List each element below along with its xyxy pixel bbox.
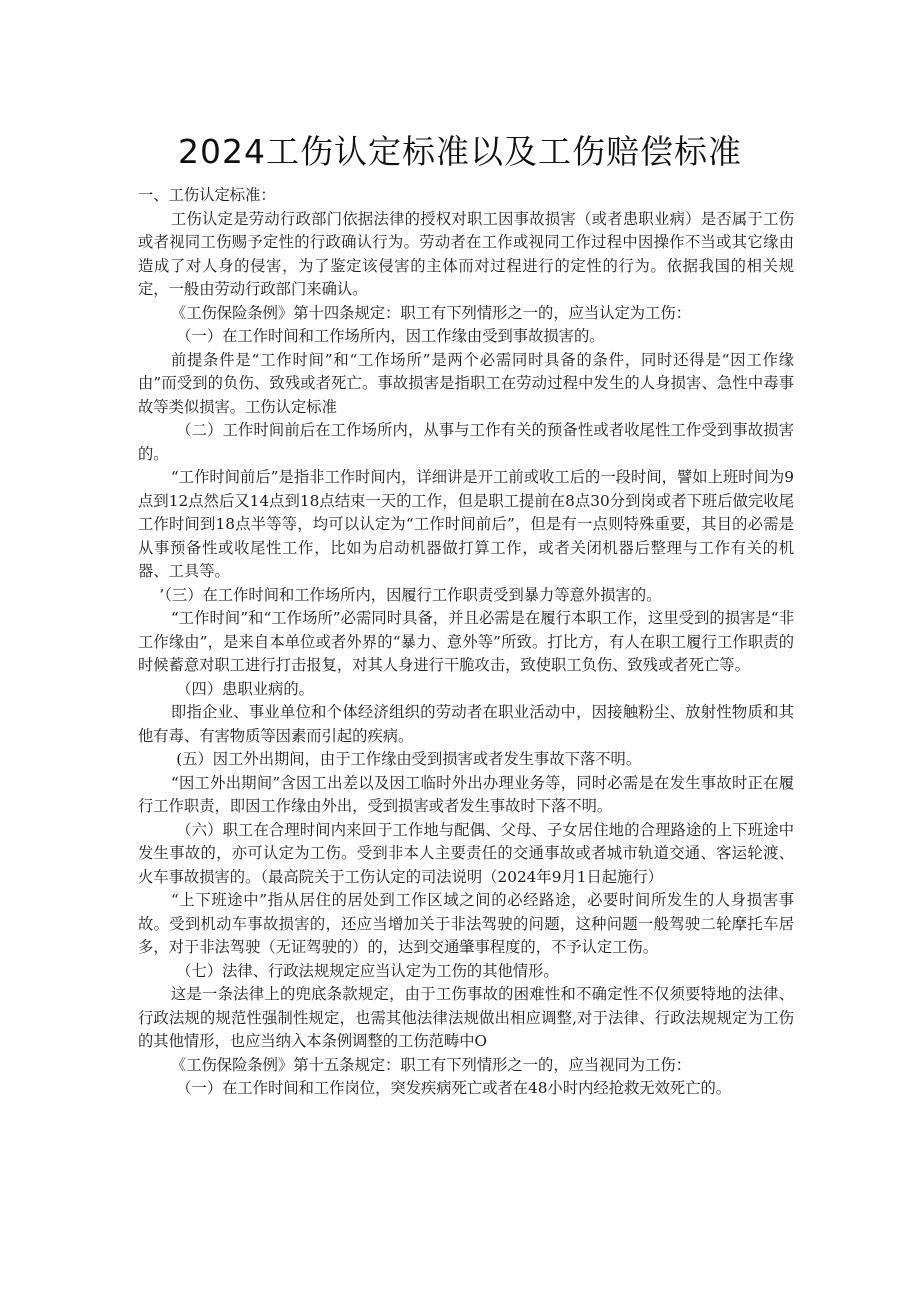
paragraph: 这是一条法律上的兜底条款规定，由于工伤事故的困难性和不确定性不仅须要特地的法律、行政法规的规范性强制性规定，也需其他法律法规做出相应调整,对于法律、行政法规规定为工伤的其他情形，也应当纳入本条例调整的工伤范畴中O xyxy=(138,985,794,1050)
paragraph: ’（三）在工作时间和工作场所内，因履行工作职责受到暴力等意外损害的。 xyxy=(159,585,662,604)
paragraph: 即指企业、事业单位和个体经济组织的劳动者在职业活动中，因接触粉尘、放射性物质和其他有毒、有害物质等因素而引起的疾病。 xyxy=(138,703,794,745)
paragraph: “工作时间”和“工作场所”必需同时具备，并且必需是在履行本职工作，这里受到的损害是“非工作缘由”，是来自本单位或者外界的“暴力、意外等”所致。打比方，有人在职工履行工作职责的时候蓄意对职工进行打击报复，对其人身进行干脆攻击，致使职工负伤、致残或者死亡等。 xyxy=(138,609,794,674)
paragraph: (五）因工外出期间，由于工作缘由受到损害或者发生事故下落不明。 xyxy=(176,750,642,768)
paragraph: （一）在工作时间和工作场所内，因工作缘由受到事故损害的。 xyxy=(176,327,605,345)
paragraph: “因工外出期间”含因工出差以及因工临时外出办理业务等，同时必需是在发生事故时正在履行工作职责，即因工作缘由外出，受到损害或者发生事故时下落不明。 xyxy=(138,773,794,815)
paragraph: 前提条件是“工作时间”和“工作场所”是两个必需同时具备的条件，同时还得是“因工作缘由”而受到的负伤、致残或者死亡。事故损害是指职工在劳动过程中发生的人身损害、急性中毒事故等类似损害。工伤认定标准 xyxy=(138,350,794,416)
paragraph: “上下班途中”指从居住的居处到工作区域之间的必经路途，必要时间所发生的人身损害事故。受到机动车事故损害的，还应当增加关于非法驾驶的问题，这种问题一般驾驶二轮摩托车居多，对于非法驾驶（无证驾驶的）的，达到交通肇事程度的，不予认定工伤。 xyxy=(138,891,794,956)
section-heading: 一、工伤认定标准： xyxy=(138,186,276,204)
paragraph: 《工伤保险条例》第十四条规定：职工有下列情形之一的，应当认定为工伤： xyxy=(170,303,691,322)
paragraph: 《工伤保险条例》第十五条规定：职工有下列情形之一的，应当视同为工伤： xyxy=(170,1055,691,1074)
document-body xyxy=(138,184,794,1101)
paragraph: （六）职工在合理时间内来回于工作地与配偶、父母、子女居住地的合理路途的上下班途中发生事故的，亦可认定为工伤。受到非本人主要责任的交通事故或者城市轨道交通、客运轮渡、火车事故损害的。（最高院关于工伤认定的司法说明（2024年9月1日起施行） xyxy=(138,820,794,886)
paragraph: （四）患职业病的。 xyxy=(176,679,314,698)
paragraph: （二）工作时间前后在工作场所内，从事与工作有关的预备性或者收尾性工作受到事故损害的。 xyxy=(138,421,794,463)
paragraph: （一）在工作时间和工作岗位，突发疾病死亡或者在48小时内经抢救无效死亡的。 xyxy=(176,1079,732,1097)
page-title: 2024工伤认定标准以及工伤赔偿标准 xyxy=(178,132,742,171)
paragraph: （七）法律、行政法规规定应当认定为工伤的其他情形。 xyxy=(176,961,559,980)
paragraph: “工作时间前后”是指非工作时间内，详细讲是开工前或收工后的一段时间，譬如上班时间为9点到12点然后又14点到18点结束一天的工作，但是职工提前在8点30分到岗或者下班后做完收尾工作时间到18点半等等，均可以认定为“工作时间前后”，但是有一点则特殊重要，其目的必需是从事预备性或收尾性工作，比如为启动机器做打算工作，或者关闭机器后整理与工作有关的机器、工具等。 xyxy=(138,468,794,580)
paragraph: 工伤认定是劳动行政部门依据法律的授权对职工因事故损害（或者患职业病）是否属于工伤或者视同工伤赐予定性的行政确认行为。劳动者在工作或视同工作过程中因操作不当或其它缘由造成了对人身的侵害，为了鉴定该侵害的主体而对过程进行的定性的行为。依据我国的相关规定，一般由劳动行政部门来确认。 xyxy=(138,209,794,298)
